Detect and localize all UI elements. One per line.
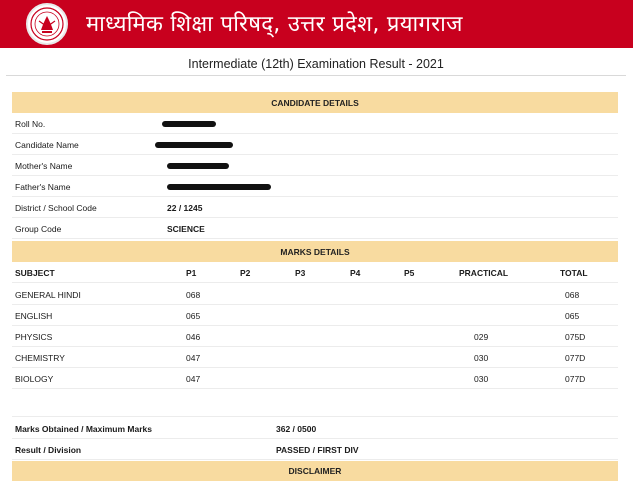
candidate-row-mother: [12, 155, 618, 176]
marks-obtained-label: Marks Obtained / Maximum Marks: [15, 424, 152, 434]
candidate-row-name: [12, 134, 618, 155]
marks-column-headers: [12, 262, 618, 283]
candidate-details-header: CANDIDATE DETAILS: [12, 92, 618, 113]
disclaimer-header: DISCLAIMER: [12, 461, 618, 481]
practical-marks: 029: [474, 332, 489, 342]
table-row: [12, 368, 618, 389]
p1-marks: 047: [186, 353, 201, 363]
subject-name: GENERAL HINDI: [15, 290, 81, 300]
col-total: TOTAL: [560, 268, 588, 278]
practical-marks: 030: [474, 353, 489, 363]
site-header: [0, 0, 633, 48]
col-p5: P5: [404, 268, 415, 278]
mother-name-label: Mother's Name: [15, 161, 73, 171]
roll-label: Roll No.: [15, 119, 46, 129]
candidate-row-father: [12, 176, 618, 197]
board-emblem-logo: [26, 3, 68, 45]
board-title: माध्यमिक शिक्षा परिषद्, उत्तर प्रदेश, प्रयागराज: [86, 12, 463, 37]
marks-details-header: MARKS DETAILS: [12, 241, 618, 262]
result-division-label: Result / Division: [15, 445, 82, 455]
marks-obtained-row: [12, 418, 618, 439]
total-marks: 077D: [565, 374, 586, 384]
redaction-mark: [167, 184, 271, 190]
subject-name: ENGLISH: [15, 311, 53, 321]
p1-marks: 068: [186, 290, 201, 300]
total-marks: 065: [565, 311, 580, 321]
result-subtitle: Intermediate (12th) Examination Result - 2021: [6, 52, 626, 76]
col-p3: P3: [295, 268, 306, 278]
col-p1: P1: [186, 268, 197, 278]
table-row: [12, 326, 618, 347]
col-p4: P4: [350, 268, 361, 278]
redaction-mark: [155, 142, 233, 148]
subject-name: BIOLOGY: [15, 374, 54, 384]
group-code-label: Group Code: [15, 224, 62, 234]
spacer-row: [12, 389, 618, 417]
marks-obtained-value: 362 / 0500: [276, 424, 317, 434]
table-row: [12, 347, 618, 368]
total-marks: 075D: [565, 332, 586, 342]
p1-marks: 065: [186, 311, 201, 321]
redaction-mark: [162, 121, 216, 127]
subject-name: CHEMISTRY: [15, 353, 65, 363]
group-code-value: SCIENCE: [167, 224, 205, 234]
p1-marks: 047: [186, 374, 201, 384]
district-school-label: District / School Code: [15, 203, 97, 213]
district-school-value: 22 / 1245: [167, 203, 203, 213]
total-marks: 068: [565, 290, 580, 300]
p1-marks: 046: [186, 332, 201, 342]
candidate-row-group: [12, 218, 618, 239]
col-p2: P2: [240, 268, 251, 278]
total-marks: 077D: [565, 353, 586, 363]
table-row: [12, 284, 618, 305]
practical-marks: 030: [474, 374, 489, 384]
candidate-row-roll: [12, 113, 618, 134]
candidate-row-district: [12, 197, 618, 218]
result-division-value: PASSED / FIRST DIV: [276, 445, 359, 455]
col-subject: SUBJECT: [15, 268, 55, 278]
table-row: [12, 305, 618, 326]
result-division-row: [12, 439, 618, 460]
col-practical: PRACTICAL: [459, 268, 509, 278]
subject-name: PHYSICS: [15, 332, 53, 342]
redaction-mark: [167, 163, 229, 169]
candidate-name-label: Candidate Name: [15, 140, 79, 150]
father-name-label: Father's Name: [15, 182, 71, 192]
